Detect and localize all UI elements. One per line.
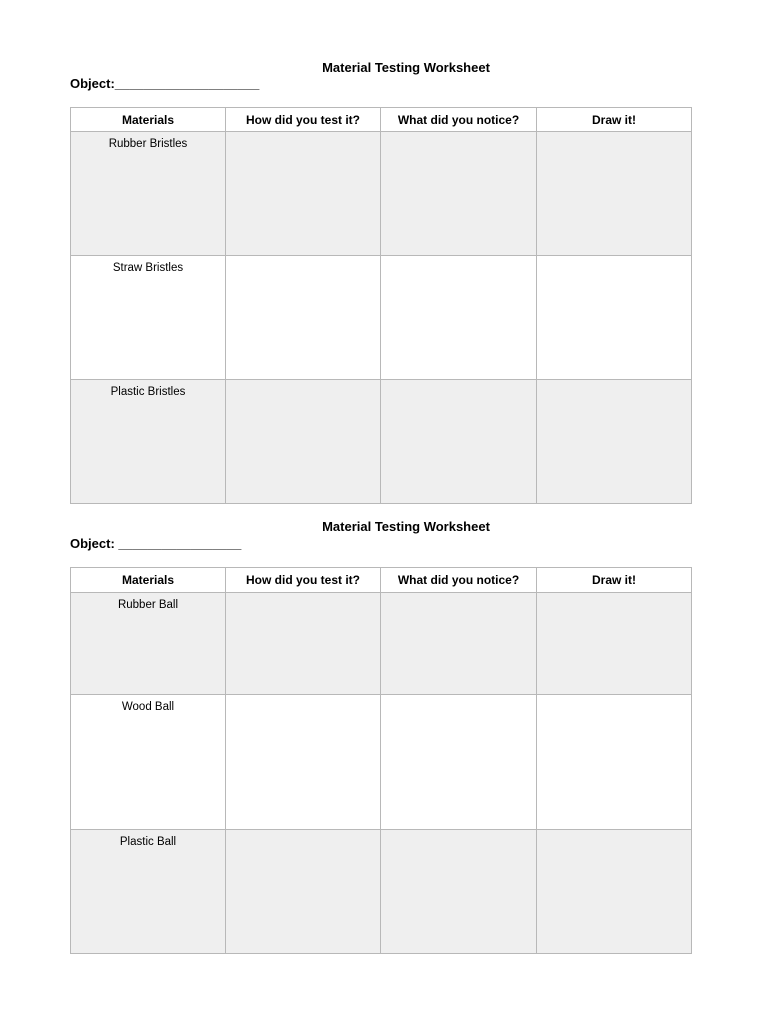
header-how-tested: How did you test it?	[226, 108, 381, 132]
table-row	[71, 380, 692, 504]
header-materials: Materials	[71, 108, 226, 132]
what-noticed-cell[interactable]	[381, 593, 537, 695]
material-name: Plastic Ball	[71, 830, 226, 954]
header-draw-it: Draw it!	[537, 568, 692, 593]
material-name: Rubber Ball	[71, 593, 226, 695]
table-row	[71, 256, 692, 380]
draw-it-cell[interactable]	[537, 695, 692, 830]
how-tested-cell[interactable]	[226, 830, 381, 954]
table-header-row	[71, 568, 692, 593]
header-how-tested: How did you test it?	[226, 568, 381, 593]
header-materials: Materials	[71, 568, 226, 593]
what-noticed-cell[interactable]	[381, 830, 537, 954]
what-noticed-cell[interactable]	[381, 132, 537, 256]
material-table	[70, 567, 692, 954]
table-row	[71, 695, 692, 830]
material-table	[70, 107, 692, 504]
how-tested-cell[interactable]	[226, 132, 381, 256]
draw-it-cell[interactable]	[537, 132, 692, 256]
draw-it-cell[interactable]	[537, 380, 692, 504]
draw-it-cell[interactable]	[537, 830, 692, 954]
material-name: Straw Bristles	[71, 256, 226, 380]
header-what-noticed: What did you notice?	[381, 568, 537, 593]
draw-it-cell[interactable]	[537, 256, 692, 380]
worksheet-title: Material Testing Worksheet	[322, 60, 490, 75]
header-what-noticed: What did you notice?	[381, 108, 537, 132]
draw-it-cell[interactable]	[537, 593, 692, 695]
how-tested-cell[interactable]	[226, 256, 381, 380]
how-tested-cell[interactable]	[226, 695, 381, 830]
material-name: Plastic Bristles	[71, 380, 226, 504]
how-tested-cell[interactable]	[226, 380, 381, 504]
object-field[interactable]: Object: _________________	[70, 536, 242, 551]
worksheet-title: Material Testing Worksheet	[322, 519, 490, 534]
material-name: Wood Ball	[71, 695, 226, 830]
table-row	[71, 132, 692, 256]
table-row	[71, 830, 692, 954]
what-noticed-cell[interactable]	[381, 380, 537, 504]
table-row	[71, 593, 692, 695]
what-noticed-cell[interactable]	[381, 256, 537, 380]
how-tested-cell[interactable]	[226, 593, 381, 695]
material-name: Rubber Bristles	[71, 132, 226, 256]
object-field[interactable]: Object:____________________	[70, 76, 260, 91]
what-noticed-cell[interactable]	[381, 695, 537, 830]
table-header-row	[71, 108, 692, 132]
header-draw-it: Draw it!	[537, 108, 692, 132]
